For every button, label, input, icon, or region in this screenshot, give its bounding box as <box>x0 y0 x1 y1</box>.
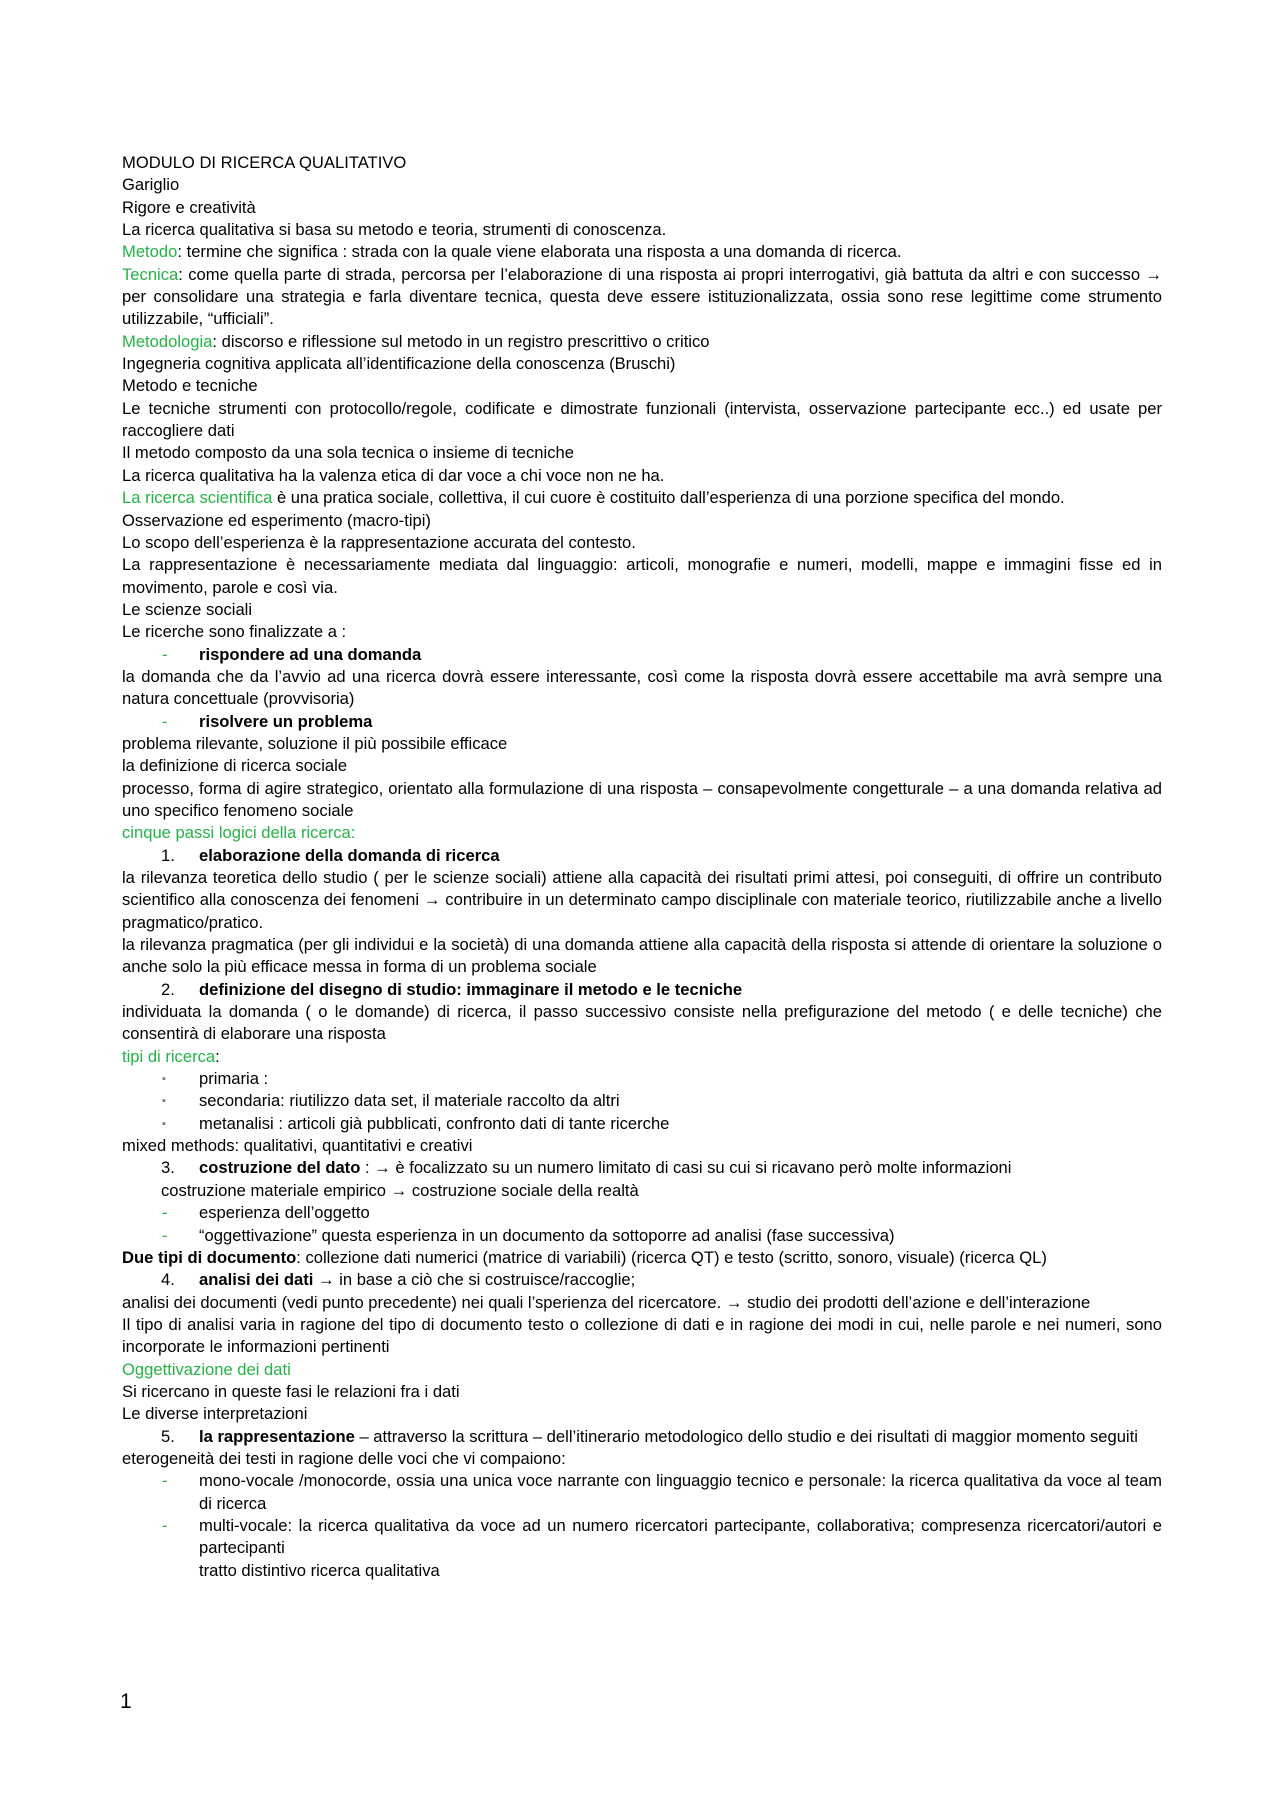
text-span: La ricerca qualitativa si basa su metodo e teoria, strumenti di conoscenza. <box>122 220 667 240</box>
text-span: la rilevanza teoretica dello studio ( per le scienze sociali) attiene alla capacità dei risultati primi attesi, poi conseguiti, di offrire un contributo scientifico alla conoscenza dei fenomeni → contribuire in un determinato campo disciplinale con materiale teorico, riutilizzabile anche a livello pragmatico/pratico. <box>122 868 1162 932</box>
text-span: MODULO DI RICERCA QUALITATIVO <box>122 153 407 172</box>
text-line <box>122 1247 1162 1269</box>
list-marker: 2. <box>161 979 175 999</box>
bold-text: analisi dei dati <box>199 1270 314 1290</box>
text-span: – attraverso la scrittura – dell’itinerario metodologico dello studio e dei risultati di maggior momento seguiti <box>354 1426 1138 1446</box>
text-line <box>122 554 1162 599</box>
text-span: mixed methods: qualitativi, quantitativi e creativi <box>122 1136 473 1156</box>
highlighted-term: Oggettivazione dei dati <box>122 1359 291 1379</box>
text-span: : come quella parte di strada, percorsa per l’elaborazione di una risposta ai propri interrogativi, già battuta da altri e con successo → per consolidare una strategia e farla diventare tecnica, questa deve essere istituzionalizzata, ossia sono rese legittime come strumento utilizzabile, “ufficiali”. <box>122 264 1162 329</box>
list-item <box>122 1225 1162 1247</box>
document-body <box>122 152 1162 1582</box>
list-marker: - <box>162 1203 168 1223</box>
text-line <box>122 510 1162 532</box>
text-span: : collezione dati numerici (matrice di variabili) (ricerca QT) e testo (scritto, sonoro, visuale) (ricerca QL) <box>296 1247 1047 1267</box>
text-line <box>122 1001 1162 1046</box>
text-line <box>122 755 1162 777</box>
text-span: la rilevanza pragmatica (per gli individui e la società) di una domanda attiene alla capacità della risposta si attende di orientare la soluzione o anche solo la più efficace messa in forma di un problema sociale <box>122 935 1162 977</box>
text-span: : → è focalizzato su un numero limitato di casi su cui si ricavano però molte informazioni <box>360 1158 1012 1178</box>
highlighted-term: Metodo <box>122 242 178 262</box>
text-line <box>122 375 1162 397</box>
list-item <box>122 979 1162 1001</box>
text-line <box>122 241 1162 263</box>
list-item <box>122 1426 1162 1448</box>
list-marker: - <box>162 711 168 731</box>
text-span: problema rilevante, soluzione il più possibile efficace <box>122 733 508 753</box>
highlighted-term: La ricerca scientifica <box>122 488 273 508</box>
text-line <box>122 174 1162 196</box>
list-item <box>122 644 1162 666</box>
text-span: Si ricercano in queste fasi le relazioni fra i dati <box>122 1381 460 1401</box>
text-line <box>122 442 1162 464</box>
text-span: multi-vocale: la ricerca qualitativa da voce ad un numero ricercatori partecipante, collaborativa; compresenza ricercatori/autori e partecipanti <box>199 1515 1162 1558</box>
list-marker: ▪ <box>162 1073 166 1086</box>
bold-text: elaborazione della domanda di ricerca <box>199 845 500 865</box>
list-marker: 1. <box>161 845 175 865</box>
text-line <box>122 621 1162 643</box>
list-marker: - <box>162 1515 168 1535</box>
text-span: processo, forma di agire strategico, orientato alla formulazione di una risposta – consapevolmente congetturale – a una domanda relativa ad uno specifico fenomeno sociale <box>122 778 1162 820</box>
text-line <box>122 219 1162 241</box>
text-line <box>122 1046 1162 1068</box>
text-line <box>122 1381 1162 1403</box>
text-span: costruzione materiale empirico → costruzione sociale della realtà <box>161 1180 639 1200</box>
list-marker: - <box>162 1225 168 1245</box>
list-item <box>122 845 1162 867</box>
text-line <box>122 1314 1162 1359</box>
text-span: Le diverse interpretazioni <box>122 1404 308 1424</box>
list-marker: - <box>162 644 168 664</box>
text-span: Il metodo composto da una sola tecnica o insieme di tecniche <box>122 443 574 463</box>
text-line <box>122 934 1162 979</box>
text-span: eterogeneità dei testi in ragione delle voci che vi compaiono: <box>122 1448 566 1468</box>
text-span: Il tipo di analisi varia in ragione del tipo di documento testo o collezione di dati e in ragione dei modi in cui, nelle parole e nei numeri, sono incorporate le informazioni pertinenti <box>122 1314 1162 1357</box>
text-line <box>122 532 1162 554</box>
list-marker: ▪ <box>162 1117 166 1130</box>
bold-text: rispondere ad una domanda <box>199 644 422 664</box>
text-span: Gariglio <box>122 175 180 195</box>
bold-text: costruzione del dato <box>199 1158 361 1178</box>
text-span: la definizione di ricerca sociale <box>122 756 348 776</box>
text-line <box>122 778 1162 823</box>
list-item <box>122 1157 1162 1179</box>
highlighted-term: Tecnica <box>122 264 179 284</box>
list-item <box>122 1515 1162 1560</box>
text-line <box>122 465 1162 487</box>
list-item <box>122 1470 1162 1515</box>
text-span: è una pratica sociale, collettiva, il cui cuore è costituito dall’esperienza di una porzione specifica del mondo. <box>272 488 1065 508</box>
text-span: La ricerca qualitativa ha la valenza etica di dar voce a chi voce non ne ha. <box>122 465 665 485</box>
text-line <box>122 1448 1162 1470</box>
text-span: analisi dei documenti (vedi punto precedente) nei quali l’sperienza del ricercatore. → studio dei prodotti dell’azione e dell’interazione <box>122 1292 1091 1312</box>
text-line <box>122 1180 1162 1202</box>
page-number: 1 <box>120 1690 132 1713</box>
text-span: Le ricerche sono finalizzate a : <box>122 622 347 642</box>
text-line <box>122 197 1162 219</box>
list-marker: 5. <box>161 1426 175 1446</box>
text-line <box>122 666 1162 711</box>
text-line <box>122 1403 1162 1425</box>
text-span: “oggettivazione” questa esperienza in un documento da sottoporre ad analisi (fase successiva) <box>199 1225 895 1245</box>
list-marker: 4. <box>161 1270 175 1290</box>
text-span: la domanda che da l’avvio ad una ricerca dovrà essere interessante, così come la risposta dovrà essere accettabile ma avrà sempre una natura concettuale (provvisoria) <box>122 666 1162 709</box>
text-span: primaria : <box>199 1069 269 1089</box>
list-marker: - <box>162 1471 168 1491</box>
text-span: Le tecniche strumenti con protocollo/regole, codificate e dimostrate funzionali (intervista, osservazione partecipante ecc..) ed usate per raccogliere dati <box>122 398 1162 441</box>
text-line <box>122 1135 1162 1157</box>
list-item <box>122 1269 1162 1291</box>
bold-text: risolvere un problema <box>199 711 373 731</box>
text-span: La rappresentazione è necessariamente mediata dal linguaggio: articoli, monografie e numeri, modelli, mappe e immagini fisse ed in movimento, parole e così via. <box>122 555 1162 597</box>
text-line <box>122 867 1162 934</box>
text-line <box>122 1359 1162 1381</box>
text-line <box>122 152 1162 174</box>
bold-text: la rappresentazione <box>199 1426 355 1446</box>
text-span: Ingegneria cognitiva applicata all’identificazione della conoscenza (Bruschi) <box>122 354 676 374</box>
bold-text: Due tipi di documento <box>122 1247 297 1267</box>
text-span: esperienza dell’oggetto <box>199 1203 370 1223</box>
text-span: Osservazione ed esperimento (macro-tipi) <box>122 510 431 530</box>
text-line <box>122 733 1162 755</box>
text-span: tratto distintivo ricerca qualitativa <box>199 1560 440 1580</box>
list-item <box>122 711 1162 733</box>
text-span: : termine che significa : strada con la quale viene elaborata una risposta a una domanda di ricerca. <box>177 242 902 262</box>
list-marker: 3. <box>161 1158 175 1178</box>
text-span: Lo scopo dell’esperienza è la rappresentazione accurata del contesto. <box>122 532 636 552</box>
text-span: : <box>215 1046 220 1066</box>
list-item <box>122 1202 1162 1224</box>
text-span: Le scienze sociali <box>122 599 253 619</box>
list-item <box>122 1068 1162 1090</box>
text-span: → in base a ciò che si costruisce/raccoglie; <box>313 1270 636 1290</box>
list-marker: ▪ <box>162 1095 166 1108</box>
text-line <box>122 599 1162 621</box>
highlighted-term: Metodologia <box>122 331 213 351</box>
text-line <box>122 822 1162 844</box>
highlighted-term: cinque passi logici della ricerca: <box>122 823 356 843</box>
highlighted-term: tipi di ricerca <box>122 1046 216 1066</box>
text-line <box>122 331 1162 353</box>
bold-text: definizione del disegno di studio: immaginare il metodo e le tecniche <box>199 979 743 999</box>
text-span: Metodo e tecniche <box>122 376 258 396</box>
list-item <box>122 1113 1162 1135</box>
text-line <box>122 1292 1162 1314</box>
text-line <box>122 1560 1162 1582</box>
text-line <box>122 487 1162 509</box>
list-item <box>122 1090 1162 1112</box>
text-span: : discorso e riflessione sul metodo in un registro prescrittivo o critico <box>212 331 710 351</box>
text-line <box>122 353 1162 375</box>
text-span: Rigore e creatività <box>122 197 256 217</box>
text-span: metanalisi : articoli già pubblicati, confronto dati di tante ricerche <box>199 1113 670 1133</box>
text-span: mono-vocale /monocorde, ossia una unica voce narrante con linguaggio tecnico e personale: la ricerca qualitativa da voce al team di ricerca <box>199 1471 1162 1513</box>
text-line <box>122 264 1162 331</box>
text-span: secondaria: riutilizzo data set, il materiale raccolto da altri <box>199 1091 620 1111</box>
text-span: individuata la domanda ( o le domande) di ricerca, il passo successivo consiste nella prefigurazione del metodo ( e delle tecniche) che consentirà di elaborare una risposta <box>122 1002 1162 1044</box>
text-line <box>122 398 1162 443</box>
